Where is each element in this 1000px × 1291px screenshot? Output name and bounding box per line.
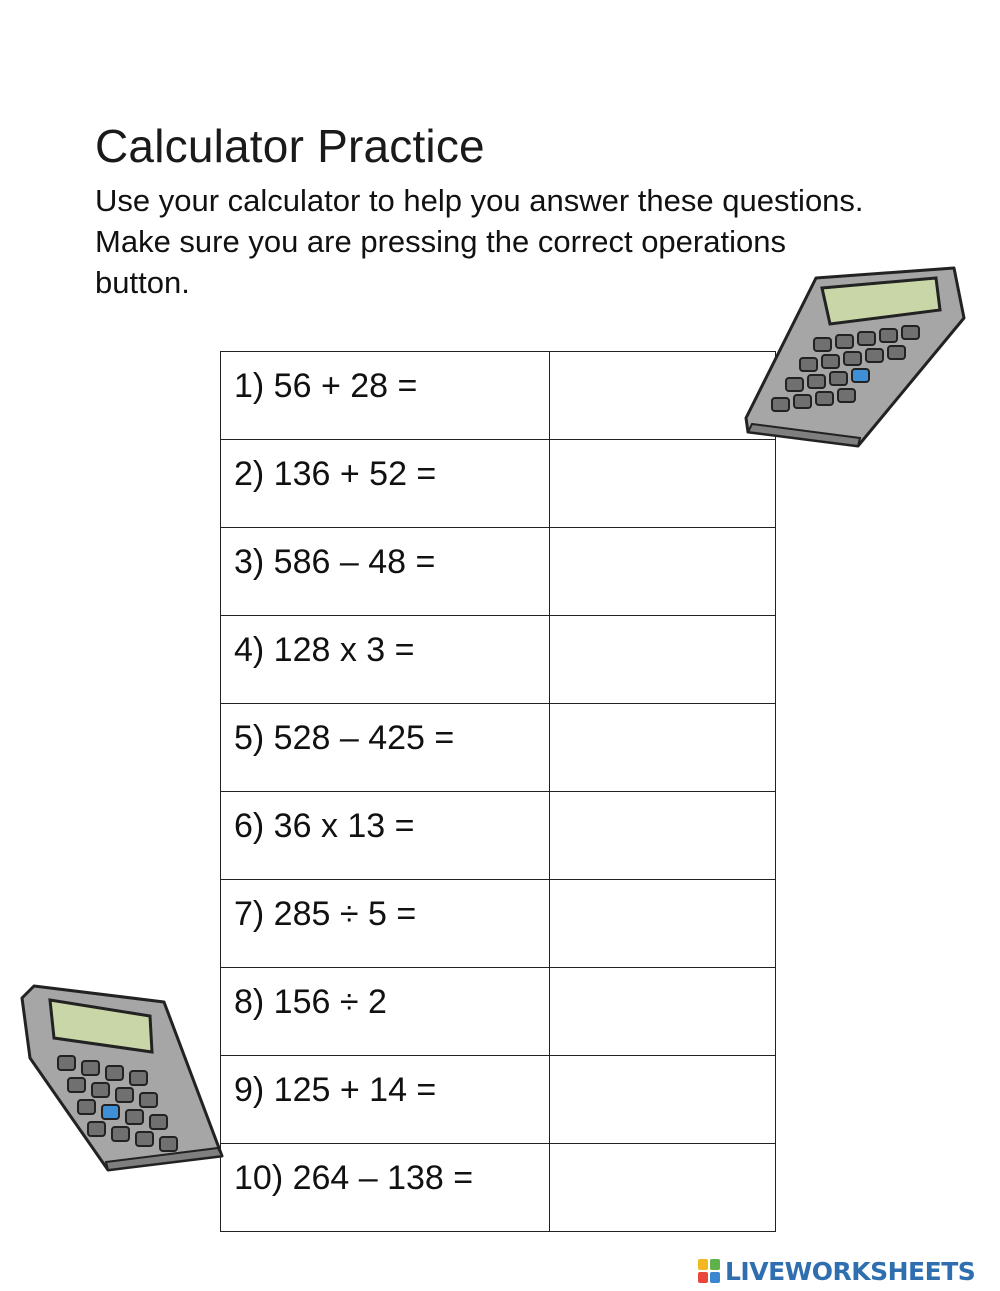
question-row — [221, 440, 776, 528]
question-cell — [221, 352, 550, 440]
calculator-key — [786, 378, 803, 391]
question-text: 1) 56 + 28 = — [234, 367, 418, 405]
answer-input[interactable] — [550, 1056, 775, 1143]
calculator-key — [808, 375, 825, 388]
question-row — [221, 352, 776, 440]
liveworksheets-logo-icon — [697, 1258, 721, 1284]
question-cell — [221, 440, 550, 528]
question-text: 10) 264 – 138 = — [234, 1159, 474, 1197]
question-cell — [221, 704, 550, 792]
liveworksheets-logo — [697, 1256, 975, 1286]
question-row — [221, 880, 776, 968]
question-text: 4) 128 x 3 = — [234, 631, 415, 669]
question-row — [221, 528, 776, 616]
question-row — [221, 1144, 776, 1232]
calculator-key — [858, 332, 875, 345]
question-row — [221, 792, 776, 880]
answer-cell[interactable] — [550, 880, 776, 968]
question-cell — [221, 880, 550, 968]
calculator-key — [816, 392, 833, 405]
answer-cell[interactable] — [550, 704, 776, 792]
question-text: 2) 136 + 52 = — [234, 455, 437, 493]
calculator-key — [106, 1066, 123, 1080]
calculator-key — [130, 1071, 147, 1085]
answer-input[interactable] — [550, 704, 775, 791]
liveworksheets-logo-text: LIVEWORKSHEETS — [725, 1256, 976, 1286]
question-cell — [221, 792, 550, 880]
calculator-icon — [740, 262, 968, 450]
calculator-key — [160, 1137, 177, 1151]
question-cell — [221, 528, 550, 616]
answer-input[interactable] — [550, 440, 775, 527]
calculator-key — [800, 358, 817, 371]
question-cell — [221, 616, 550, 704]
calculator-key — [126, 1110, 143, 1124]
answer-cell[interactable] — [550, 616, 776, 704]
answer-input[interactable] — [550, 616, 775, 703]
calculator-key — [92, 1083, 109, 1097]
calculator-key — [136, 1132, 153, 1146]
question-text: 7) 285 ÷ 5 = — [234, 895, 417, 933]
question-row — [221, 1056, 776, 1144]
calculator-key — [888, 346, 905, 359]
answer-input[interactable] — [550, 880, 775, 967]
page-title: Calculator Practice — [95, 119, 485, 172]
calculator-key — [836, 335, 853, 348]
question-text: 6) 36 x 13 = — [234, 807, 415, 845]
calculator-key — [902, 326, 919, 339]
calculator-key — [150, 1115, 167, 1129]
calculator-key — [838, 389, 855, 402]
answer-input[interactable] — [550, 968, 775, 1055]
instructions-text: Use your calculator to help you answer these questions. Make sure you are pressing the correct operations button. — [95, 183, 864, 300]
answer-cell[interactable] — [550, 1144, 776, 1232]
calculator-key — [830, 372, 847, 385]
calculator-key — [844, 352, 861, 365]
question-row — [221, 968, 776, 1056]
calculator-key — [866, 349, 883, 362]
question-text: 9) 125 + 14 = — [234, 1071, 437, 1109]
question-cell — [221, 968, 550, 1056]
calculator-key — [814, 338, 831, 351]
answer-cell[interactable] — [550, 440, 776, 528]
calculator-key — [772, 398, 789, 411]
calculator-icon — [14, 980, 226, 1176]
answer-input[interactable] — [550, 528, 775, 615]
calculator-key — [88, 1122, 105, 1136]
question-text: 5) 528 – 425 = — [234, 719, 455, 757]
answer-cell[interactable] — [550, 968, 776, 1056]
calculator-accent-key — [852, 369, 869, 382]
answer-input[interactable] — [550, 792, 775, 879]
answer-cell[interactable] — [550, 1056, 776, 1144]
question-row — [221, 616, 776, 704]
calculator-key — [880, 329, 897, 342]
answer-input[interactable] — [550, 1144, 775, 1231]
calculator-key — [112, 1127, 129, 1141]
question-cell — [221, 1056, 550, 1144]
answer-cell[interactable] — [550, 528, 776, 616]
calculator-accent-key — [102, 1105, 119, 1119]
questions-table — [220, 351, 776, 1232]
calculator-key — [82, 1061, 99, 1075]
question-cell — [221, 1144, 550, 1232]
question-text: 3) 586 – 48 = — [234, 543, 436, 581]
calculator-key — [116, 1088, 133, 1102]
calculator-key — [822, 355, 839, 368]
calculator-key — [140, 1093, 157, 1107]
calculator-key — [68, 1078, 85, 1092]
answer-cell[interactable] — [550, 792, 776, 880]
calculator-key — [58, 1056, 75, 1070]
calculator-key — [794, 395, 811, 408]
question-row — [221, 704, 776, 792]
question-text: 8) 156 ÷ 2 — [234, 983, 387, 1021]
calculator-key — [78, 1100, 95, 1114]
